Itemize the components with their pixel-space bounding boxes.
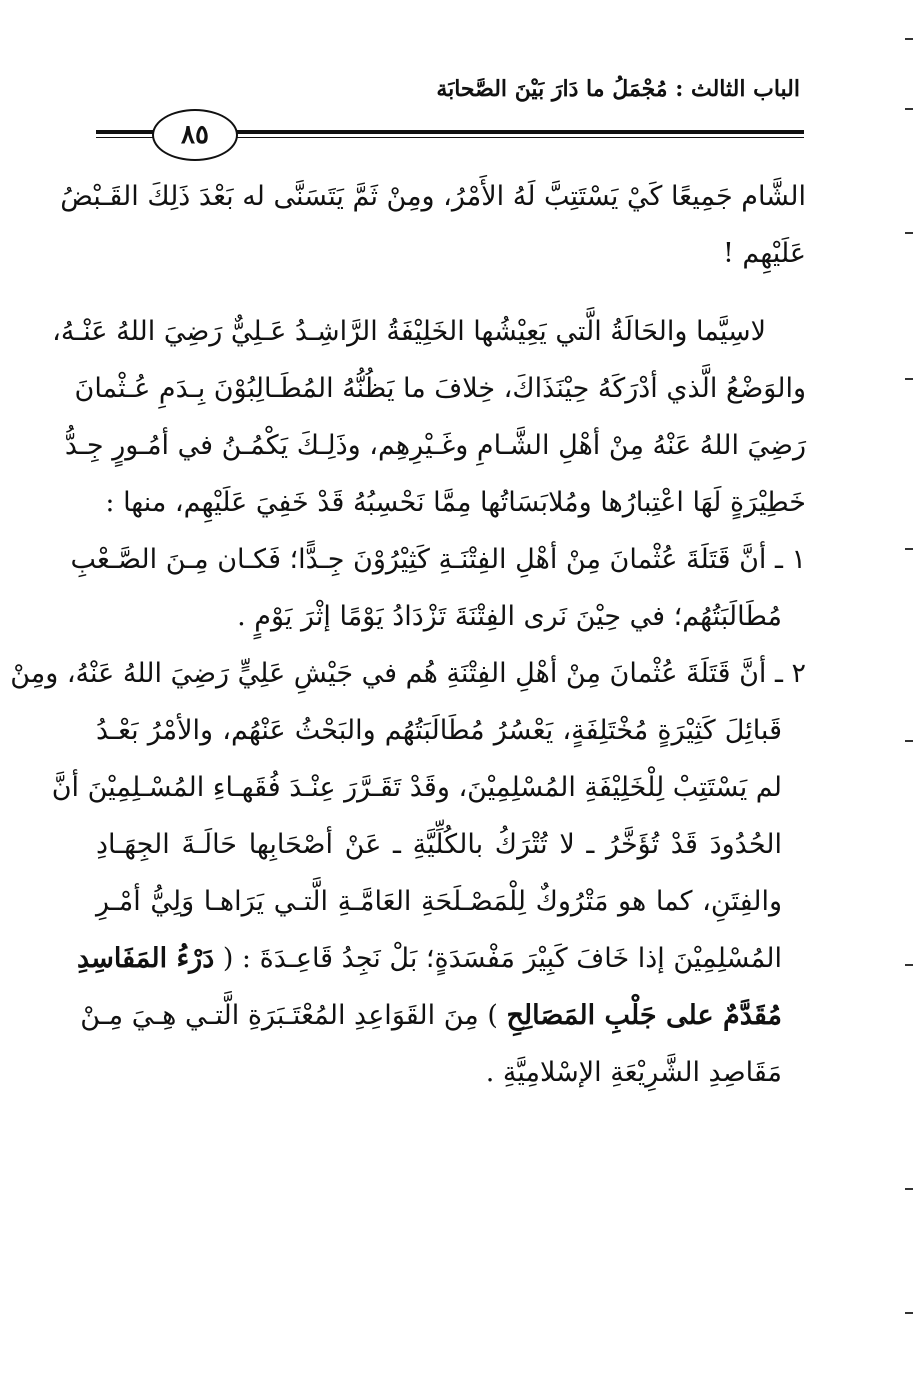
page-body: [10, 168, 806, 1101]
text-line: [80, 987, 806, 1044]
margin-mark: [905, 1188, 913, 1190]
margin-mark: [905, 38, 913, 40]
list-item-1: [70, 531, 806, 645]
margin-mark: [905, 232, 913, 234]
page-number-badge: [152, 109, 238, 161]
text-line: قَبائِلَ كَثِيْرَةٍ مُخْتَلِفَةٍ، يَعْسُرُ مُطَالَبَتُهُم والبَحْثُ عَنْهُم، والأمْرُ بَعْـدُ: [96, 715, 782, 746]
bold-maxim-part1: دَرْءُ المَفَاسِدِ: [77, 943, 215, 974]
bold-maxim-part2: مُقَدَّمٌ على جَلْبِ المَصَالِحِ: [506, 1000, 782, 1031]
margin-mark: [905, 378, 913, 380]
text-line: لم يَسْتَتِبْ لِلْخَلِيْفَةِ المُسْلِمِيْنَ، وقَدْ تَقَـرَّرَ عِنْـدَ فُقَهـاءِ المُسْـلِمِيْنَ أنَّ: [51, 772, 782, 803]
list-item-2: [10, 645, 806, 1101]
text-segment: المُسْلِمِيْنَ إذا خَافَ كَبِيْرَ مَفْسَدَةٍ؛ بَلْ نَجِدُ قَاعِـدَةَ : (: [214, 943, 782, 974]
text-line: ١ ـ أنَّ قَتَلَةَ عُثْمانَ مِنْ أهْلِ الفِتْنَـةِ كَثِيْرُوْنَ جِـدًّا؛ فَكـان مِـنَ الصَّـعْبِ: [70, 544, 806, 575]
text-line: والفِتَنِ، كما هو مَتْرُوكٌ لِلْمَصْـلَحَةِ العَامَّـةِ الَّتـي يَرَاهـا وَلِيُّ أمْـرِ: [96, 886, 782, 917]
text-line: عَلَيْهِم !: [722, 238, 806, 269]
text-line: الحُدُودَ قَدْ تُؤَخَّرُ ـ لا تُتْرَكُ بالكُلِّيَّةِ ـ عَنْ أصْحَابِها حَالَـةَ الجِهَـادِ: [96, 829, 782, 860]
margin-mark: [905, 1312, 913, 1314]
text-line: خَطِيْرَةٍ لَهَا اعْتِبارُها ومُلابَسَاتُها مِمَّا نَحْسِبُهُ قَدْ خَفِيَ عَلَيْهِم، منها :: [105, 487, 806, 518]
text-line: [77, 930, 806, 987]
margin-mark: [905, 964, 913, 966]
text-line: ٢ ـ أنَّ قَتَلَةَ عُثْمانَ مِنْ أهْلِ الفِتْنَةِ هُم في جَيْشِ عَلِيٍّ رَضِيَ اللهُ عَنْهُ، ومِنْ: [10, 658, 806, 689]
text-line: والوَضْعُ الَّذي أدْرَكَهُ حِيْنَذَاكَ، خِلافَ ما يَظُنُّهُ المُطَـالِبُوْنَ بِـدَمِ عُـثْمانَ: [74, 373, 806, 404]
running-header: الباب الثالث : مُجْمَلُ ما دَارَ بَيْنَ الصَّحابَة: [436, 76, 800, 102]
text-line: رَضِيَ اللهُ عَنْهُ مِنْ أهْلِ الشَّـامِ وغَـيْرِهِم، وذَلِـكَ يَكْمُـنُ في أمُـورٍ جِـدُّ: [64, 430, 806, 461]
paragraph-continuation: [60, 168, 806, 282]
text-line: لاسِيَّما والحَالَةُ الَّتي يَعِيْشُها الخَلِيْفَةُ الرَّاشِـدُ عَـلِيٌّ رَضِيَ اللهُ عَنْـهُ،: [52, 316, 766, 347]
margin-mark: [905, 108, 913, 110]
text-line: مَقَاصِدِ الشَّرِيْعَةِ الإسْلامِيَّةِ .: [485, 1057, 782, 1088]
text-line: مُطَالَبَتُهُم؛ في حِيْنَ نَرى الفِتْنَةَ تَزْدَادُ يَوْمًا إثْرَ يَوْمٍ .: [237, 601, 782, 632]
paragraph-context: [52, 303, 806, 531]
margin-mark: [905, 740, 913, 742]
margin-mark: [905, 548, 913, 550]
text-segment: ) مِنَ القَوَاعِدِ المُعْتَـبَرَةِ الَّتـي هِـيَ مِـنْ: [80, 1000, 507, 1031]
page-number: ٨٥: [181, 120, 209, 150]
text-line: الشَّام جَمِيعًا كَيْ يَسْتَتِبَّ لَهُ الأَمْرُ، ومِنْ ثَمَّ يَتَسَنَّى له بَعْدَ ذَلِكَ القَـبْضُ: [60, 181, 806, 212]
